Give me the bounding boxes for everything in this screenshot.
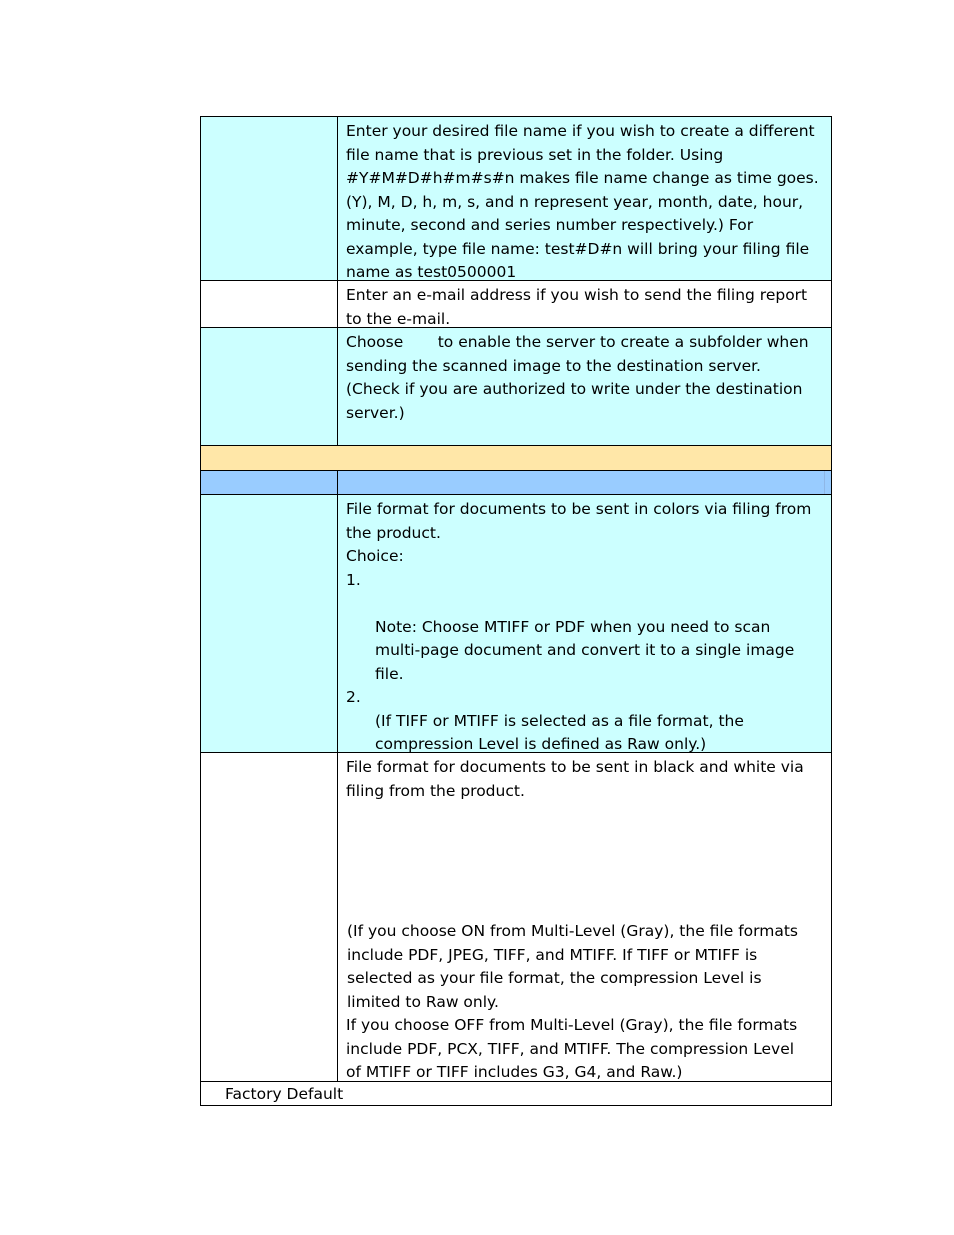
text-line: If you choose OFF from Multi-Level (Gray), the file formats bbox=[346, 1016, 798, 1034]
text-line: (Y), M, D, h, m, s, and n represent year, month, date, hour, bbox=[346, 192, 804, 211]
row-color-format bbox=[200, 495, 832, 753]
settings-table bbox=[200, 116, 832, 1106]
list-item-number: 1. bbox=[346, 570, 361, 589]
row-bw-format bbox=[200, 753, 832, 1082]
email-description bbox=[338, 281, 831, 331]
note-line: file. bbox=[375, 664, 404, 683]
row-label-cell bbox=[201, 495, 338, 752]
file-name-description bbox=[338, 117, 831, 285]
text-line: Enter your desired file name if you wish to create a different bbox=[346, 122, 815, 140]
text-line: of MTIFF or TIFF includes G3, G4, and Raw.) bbox=[346, 1063, 683, 1081]
list-item-number: 2. bbox=[346, 688, 361, 706]
text-line: compression Level is defined as Raw only.) bbox=[375, 735, 707, 753]
text-line: selected as your file format, the compression Level is bbox=[347, 969, 762, 987]
text-line: Choose to enable the server to create a subfolder when bbox=[346, 333, 809, 351]
row-label-cell bbox=[201, 117, 338, 280]
subfolder-description bbox=[338, 328, 831, 425]
column-header-left bbox=[201, 471, 338, 494]
column-header-right bbox=[338, 471, 825, 494]
text-line: server.) bbox=[346, 403, 405, 422]
text-line: Choice: bbox=[346, 547, 404, 565]
text-line: minute, second and series number respectively.) For bbox=[346, 216, 754, 234]
text-line: (Check if you are authorized to write under the destination bbox=[346, 380, 803, 398]
row-file-name bbox=[200, 116, 832, 281]
section-header-bar bbox=[200, 446, 832, 471]
text-line: #Y#M#D#h#m#s#n makes file name change as time goes. bbox=[346, 169, 819, 187]
text-line: Enter an e-mail address if you wish to send the filing report bbox=[346, 286, 808, 304]
factory-default-label: Factory Default bbox=[225, 1085, 344, 1103]
row-label-cell bbox=[201, 753, 338, 1081]
text-line: to the e-mail. bbox=[346, 309, 451, 328]
row-subfolder bbox=[200, 328, 832, 446]
bw-format-description bbox=[338, 753, 831, 1085]
row-label-cell bbox=[201, 281, 338, 327]
row-email bbox=[200, 281, 832, 328]
text-line: include PDF, PCX, TIFF, and MTIFF. The compression Level bbox=[346, 1039, 795, 1058]
text-line: file name that is previous set in the folder. Using bbox=[346, 145, 724, 164]
column-header-row bbox=[200, 471, 832, 495]
factory-default-row bbox=[200, 1082, 832, 1106]
text-line: filing from the product. bbox=[346, 781, 525, 800]
text-line: the product. bbox=[346, 523, 441, 542]
note-line: multi-page document and convert it to a single image bbox=[375, 641, 795, 659]
text-line: example, type file name: test#D#n will bring your filing file bbox=[346, 239, 810, 258]
text-line: File format for documents to be sent in colors via filing from bbox=[346, 500, 812, 518]
text-line: sending the scanned image to the destination server. bbox=[346, 356, 761, 375]
text-line: include PDF, JPEG, TIFF, and MTIFF. If TIFF or MTIFF is bbox=[347, 945, 758, 964]
note-line: Note: Choose MTIFF or PDF when you need to scan bbox=[375, 617, 771, 636]
text-line: name as test0500001 bbox=[346, 263, 517, 281]
text-line: File format for documents to be sent in black and white via bbox=[346, 758, 804, 776]
row-label-cell bbox=[201, 328, 338, 445]
text-line: (If you choose ON from Multi-Level (Gray), the file formats bbox=[347, 922, 798, 940]
text-line: limited to Raw only. bbox=[347, 992, 499, 1011]
text-line: (If TIFF or MTIFF is selected as a file format, the bbox=[375, 711, 744, 730]
color-format-description bbox=[338, 495, 831, 757]
